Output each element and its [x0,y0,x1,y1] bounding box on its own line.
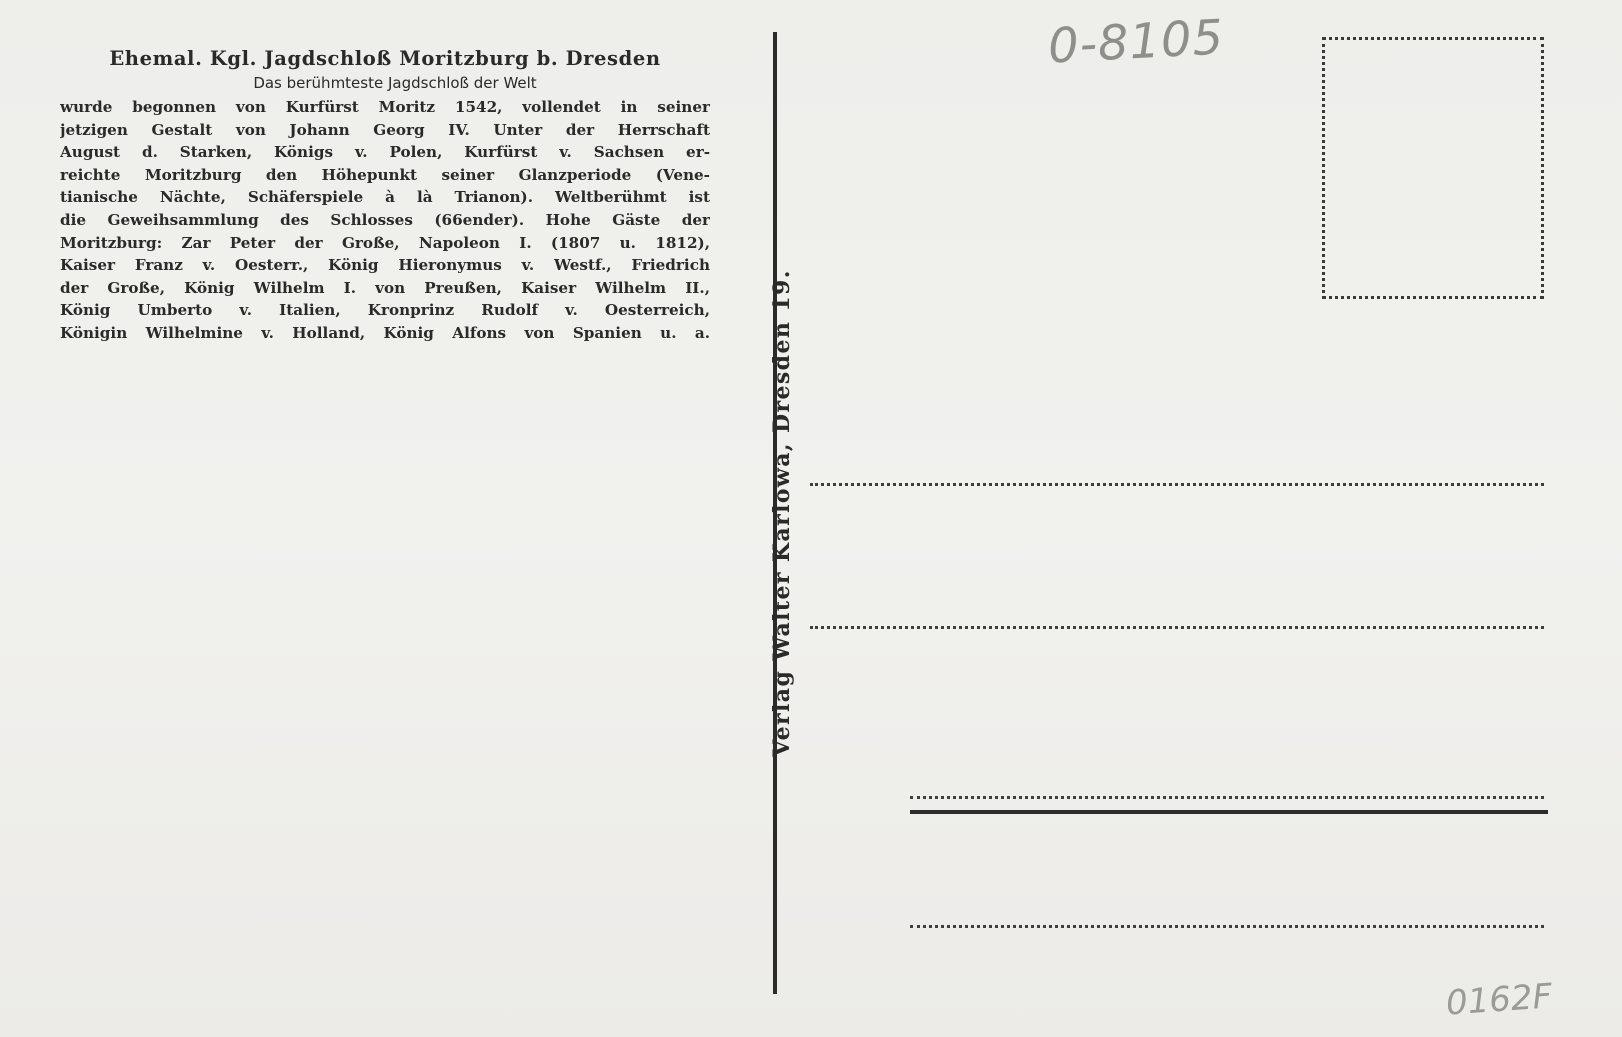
description-line: jetzigen Gestalt von Johann Georg IV. Unter der Herrschaft [60,120,710,139]
handwritten-archive-code: 0162F [1444,976,1554,1024]
description-line: Kaiser Franz v. Oesterr., König Hieronymus v. Westf., Friedrich [60,256,710,275]
publisher-imprint: Verlag Walter Karlowa, Dresden 19. [769,269,795,757]
handwritten-archive-number: 0-8105 [1046,9,1226,75]
description-block [60,46,710,345]
address-line [910,796,1544,799]
description-subtitle: Das berühmteste Jagdschloß der Welt [253,74,537,92]
description-line: der Große, König Wilhelm I. von Preußen, Kaiser Wilhelm II., [60,278,710,297]
description-line: Königin Wilhelmine v. Holland, König Alfons von Spanien u. a. [60,323,710,342]
description-line: wurde begonnen von Kurfürst Moritz 1542, vollendet in seiner [60,98,710,116]
description-line: reichte Moritzburg den Höhepunkt seiner Glanzperiode (Vene- [60,165,710,184]
description-line: die Geweihsammlung des Schlosses (66ender). Hohe Gäste der [60,210,710,229]
description-title: Ehemal. Kgl. Jagdschloß Moritzburg b. Dresden [109,47,661,70]
address-line [910,925,1544,928]
address-underline [910,810,1548,814]
address-line [810,483,1544,486]
stamp-box [1322,37,1544,299]
description-line: König Umberto v. Italien, Kronprinz Rudolf v. Oesterreich, [60,301,710,320]
description-body [60,96,710,345]
address-line [810,626,1544,629]
description-line: Moritzburg: Zar Peter der Große, Napoleon I. (1807 u. 1812), [60,233,710,252]
description-line: tianische Nächte, Schäferspiele à là Trianon). Weltberühmt ist [60,188,710,207]
description-line: August d. Starken, Königs v. Polen, Kurfürst v. Sachsen er- [60,143,710,162]
